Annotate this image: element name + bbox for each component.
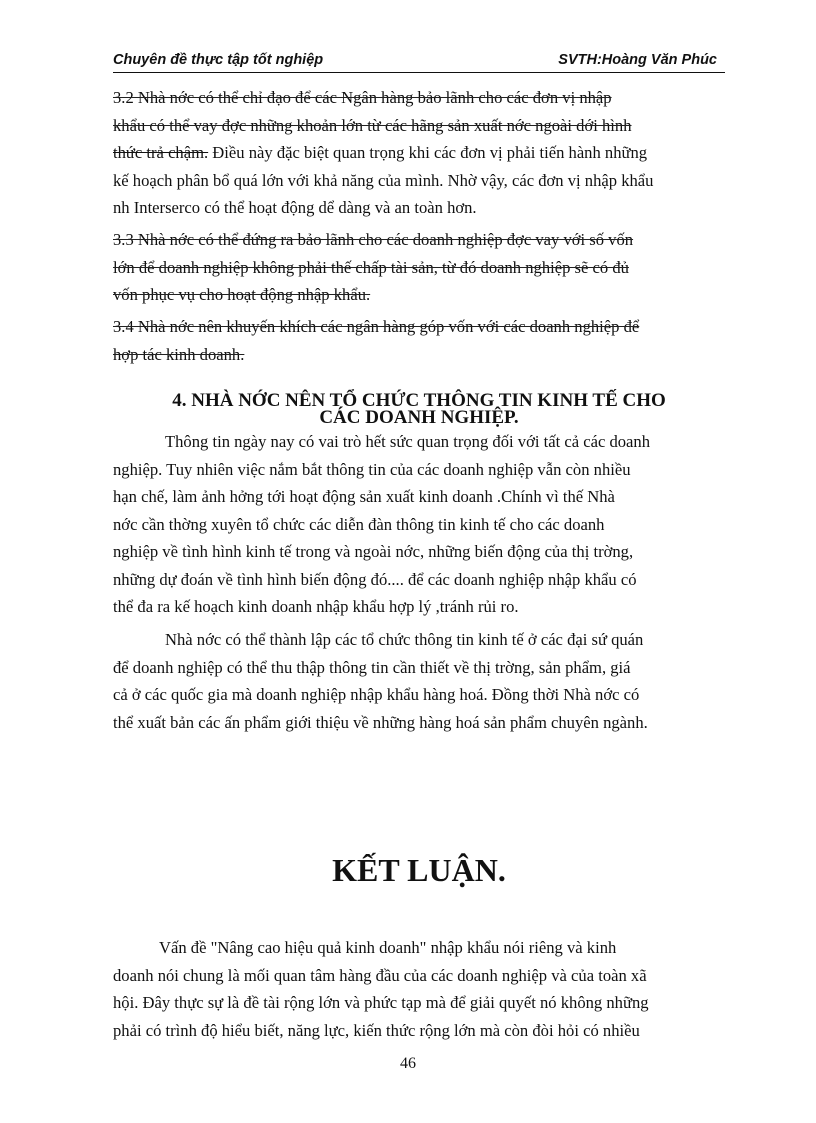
header-author: SVTH:Hoàng Văn Phúc (558, 52, 717, 68)
paragraph-4-a (113, 428, 725, 621)
page-header (113, 52, 725, 73)
conclusion-title: KẾT LUẬN. (332, 852, 506, 888)
paragraph-3-4 (113, 313, 725, 368)
text-line: thể xuất bản các ấn phẩm giới thiệu về những hàng hoá sản phẩm chuyên ngành. (113, 712, 648, 732)
paragraph-4-b (113, 626, 725, 736)
text-line: 3.2 Nhà nớc có thể chỉ đạo để các Ngân hàng bảo lãnh cho các đơn vị nhập (113, 88, 612, 107)
text-line: doanh nói chung là mối quan tâm hàng đầu của các doanh nghiệp và của toàn xã (113, 965, 647, 985)
text-line: phải có trình độ hiểu biết, năng lực, kiến thức rộng lớn mà còn đòi hỏi có nhiều (113, 1020, 640, 1040)
text-line: 3.4 Nhà nớc nên khuyến khích các ngân hàng góp vốn với các doanh nghiệp để (113, 317, 640, 336)
paragraph-3-2 (113, 84, 725, 222)
text-line: vốn phục vụ cho hoạt động nhập khẩu. (113, 285, 371, 304)
text-line: để doanh nghiệp có thể thu thập thông tin cần thiết về thị trờng, sản phẩm, giá (113, 657, 631, 677)
heading-line: 4. NHÀ NỚC NÊN TỔ CHỨC THÔNG TIN KINH TẾ CHO (172, 390, 666, 411)
section-heading-4 (113, 392, 725, 426)
text-line: nh Interserco có thể hoạt động dể dàng và an toàn hơn. (113, 198, 477, 217)
text-line: 3.3 Nhà nớc có thể đứng ra bảo lãnh cho các doanh nghiệp đợc vay với số vốn (113, 230, 634, 249)
paragraph-3-3 (113, 226, 725, 309)
text-line: hạn chế, làm ảnh hởng tới hoạt động sản xuất kinh doanh .Chính vì thế Nhà (113, 487, 615, 506)
text-line: những dự đoán về tình hình biến động đó.... để các doanh nghiệp nhập khẩu có (113, 569, 637, 589)
text-line: cả ở các quốc gia mà doanh nghiệp nhập khẩu hàng hoá. Đồng thời Nhà nớc có (113, 685, 640, 704)
text-line: nghiệp. Tuy nhiên việc nắm bắt thông tin của các doanh nghiệp vẫn còn nhiều (113, 459, 631, 479)
page-number: 46 (400, 1055, 416, 1072)
text-line: hợp tác kinh doanh. (113, 344, 245, 364)
conclusion-paragraph (113, 934, 725, 1044)
text-line: Vấn đề "Nâng cao hiệu quả kinh doanh" nhập khẩu nói riêng và kinh (159, 938, 617, 957)
text-line: Thông tin ngày nay có vai trò hết sức quan trọng đối với tất cả các doanh (165, 432, 651, 451)
heading-line: CÁC DOANH NGHIỆP. (319, 407, 519, 428)
text-line: hội. Đây thực sự là đề tài rộng lớn và phức tạp mà để giải quyết nó không những (113, 993, 649, 1012)
text-line: khẩu có thể vay đợc những khoản lớn từ các hãng sản xuất nớc ngoài dới hình (113, 115, 632, 135)
header-title: Chuyên đề thực tập tốt nghiệp (113, 52, 324, 68)
text-line (113, 139, 725, 167)
text-line: kế hoạch phân bổ quá lớn với khả năng của mình. Nhờ vậy, các đơn vị nhập khẩu (113, 170, 654, 190)
text-line: thể đa ra kế hoạch kinh doanh nhập khẩu hợp lý ,tránh rủi ro. (113, 597, 519, 616)
text-segment: Điều này đặc biệt quan trọng khi các đơn vị phải tiến hành những (208, 143, 648, 162)
text-segment: thức trả chậm. (113, 143, 209, 162)
text-line: Nhà nớc có thể thành lập các tổ chức thông tin kinh tế ở các đại sứ quán (165, 630, 644, 649)
text-line: nớc cần thờng xuyên tổ chức các diễn đàn thông tin kinh tế cho các doanh (113, 514, 605, 534)
text-line: nghiệp về tình hình kinh tế trong và ngoài nớc, những biến động của thị trờng, (113, 542, 634, 561)
text-line: lớn để doanh nghiệp không phải thế chấp tài sản, từ đó doanh nghiệp sẽ có đủ (113, 257, 629, 277)
